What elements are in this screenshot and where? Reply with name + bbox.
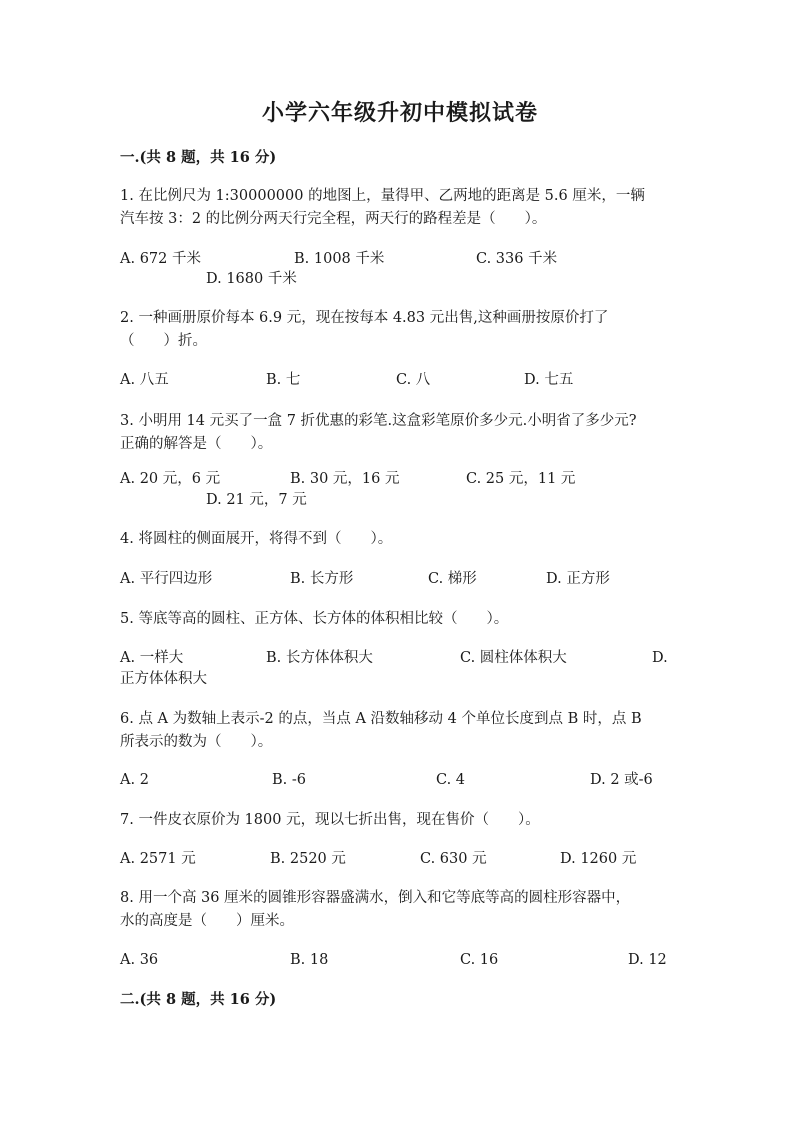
question-4-option-c[interactable]: C. 梯形 xyxy=(428,571,477,587)
question-2-option-d[interactable]: D. 七五 xyxy=(524,372,574,388)
question-1-line-2: 汽车按 3：2 的比例分两天行完全程，两天行的路程差是（ ）。 xyxy=(120,211,547,227)
question-4-option-b[interactable]: B. 长方形 xyxy=(290,571,354,587)
question-2-line-1: 2. 一种画册原价每本 6.9 元，现在按每本 4.83 元出售,这种画册按原价打了 xyxy=(120,310,609,326)
question-8 xyxy=(120,887,680,933)
section-heading-1: 一.(共 8 题，共 16 分) xyxy=(120,149,277,166)
question-1 xyxy=(120,185,680,231)
question-2-option-c[interactable]: C. 八 xyxy=(396,372,431,388)
question-4-line-1: 4. 将圆柱的侧面展开，将得不到（ ）。 xyxy=(120,531,393,547)
question-1-option-c[interactable]: C. 336 千米 xyxy=(476,251,558,267)
question-1-option-d[interactable]: D. 1680 千米 xyxy=(206,271,297,287)
question-6-option-a[interactable]: A. 2 xyxy=(120,772,149,788)
question-3-line-1: 3. 小明用 14 元买了一盒 7 折优惠的彩笔.这盒彩笔原价多少元.小明省了多少元? xyxy=(120,413,637,429)
question-8-option-a[interactable]: A. 36 xyxy=(120,952,159,968)
question-1-line-1: 1. 在比例尺为 1:30000000 的地图上，量得甲、乙两地的距离是 5.6 厘米，一辆 xyxy=(120,188,645,204)
question-3-option-d[interactable]: D. 21 元，7 元 xyxy=(206,492,307,508)
question-8-option-b[interactable]: B. 18 xyxy=(290,952,329,968)
question-6 xyxy=(120,708,680,754)
question-6-option-b[interactable]: B. -6 xyxy=(272,772,306,788)
question-8-option-d[interactable]: D. 12 xyxy=(628,952,667,968)
section-heading-2: 二.(共 8 题，共 16 分) xyxy=(120,991,277,1008)
question-2-option-a[interactable]: A. 八五 xyxy=(120,372,169,388)
question-3-line-2: 正确的解答是（ ）。 xyxy=(120,436,273,452)
question-8-line-1: 8. 用一个高 36 厘米的圆锥形容器盛满水，倒入和它等底等高的圆柱形容器中， xyxy=(120,890,631,906)
question-7-option-b[interactable]: B. 2520 元 xyxy=(270,851,346,867)
question-2-option-b[interactable]: B. 七 xyxy=(266,372,301,388)
question-7-option-a[interactable]: A. 2571 元 xyxy=(120,851,196,867)
question-7 xyxy=(120,809,680,832)
question-4-option-a[interactable]: A. 平行四边形 xyxy=(120,571,213,587)
page-title: 小学六年级升初中模拟试卷 xyxy=(261,100,538,126)
question-4-option-d[interactable]: D. 正方形 xyxy=(546,571,610,587)
question-1-option-a[interactable]: A. 672 千米 xyxy=(120,251,201,267)
question-5-option-a[interactable]: A. 一样大 xyxy=(120,650,184,666)
question-2-line-2: （ ）折。 xyxy=(120,333,207,349)
question-3-option-b[interactable]: B. 30 元，16 元 xyxy=(290,471,400,487)
question-8-option-c[interactable]: C. 16 xyxy=(460,952,499,968)
question-3 xyxy=(120,410,680,456)
question-6-line-2: 所表示的数为（ ）。 xyxy=(120,734,273,750)
question-5-option-b[interactable]: B. 长方体体积大 xyxy=(266,650,373,666)
question-7-option-d[interactable]: D. 1260 元 xyxy=(560,851,637,867)
question-3-option-c[interactable]: C. 25 元，11 元 xyxy=(466,471,576,487)
question-8-line-2: 水的高度是（ ）厘米。 xyxy=(120,913,294,929)
question-5-line-1: 5. 等底等高的圆柱、正方体、长方体的体积相比较（ ）。 xyxy=(120,611,509,627)
question-7-line-1: 7. 一件皮衣原价为 1800 元，现以七折出售，现在售价（ ）。 xyxy=(120,812,540,828)
question-5-option-c[interactable]: C. 圆柱体体积大 xyxy=(460,650,567,666)
question-5-option-d-text[interactable]: 正方体体积大 xyxy=(120,671,207,687)
question-6-line-1: 6. 点 A 为数轴上表示-2 的点，当点 A 沿数轴移动 4 个单位长度到点 B 时，点 B xyxy=(120,711,642,727)
question-5 xyxy=(120,608,680,631)
question-4 xyxy=(120,528,680,551)
question-6-option-c[interactable]: C. 4 xyxy=(436,772,466,788)
question-5-option-d-label[interactable]: D. xyxy=(652,650,668,666)
question-2 xyxy=(120,307,680,353)
question-1-option-b[interactable]: B. 1008 千米 xyxy=(294,251,385,267)
question-7-option-c[interactable]: C. 630 元 xyxy=(420,851,487,867)
question-3-option-a[interactable]: A. 20 元，6 元 xyxy=(120,471,221,487)
question-6-option-d[interactable]: D. 2 或-6 xyxy=(590,772,653,788)
